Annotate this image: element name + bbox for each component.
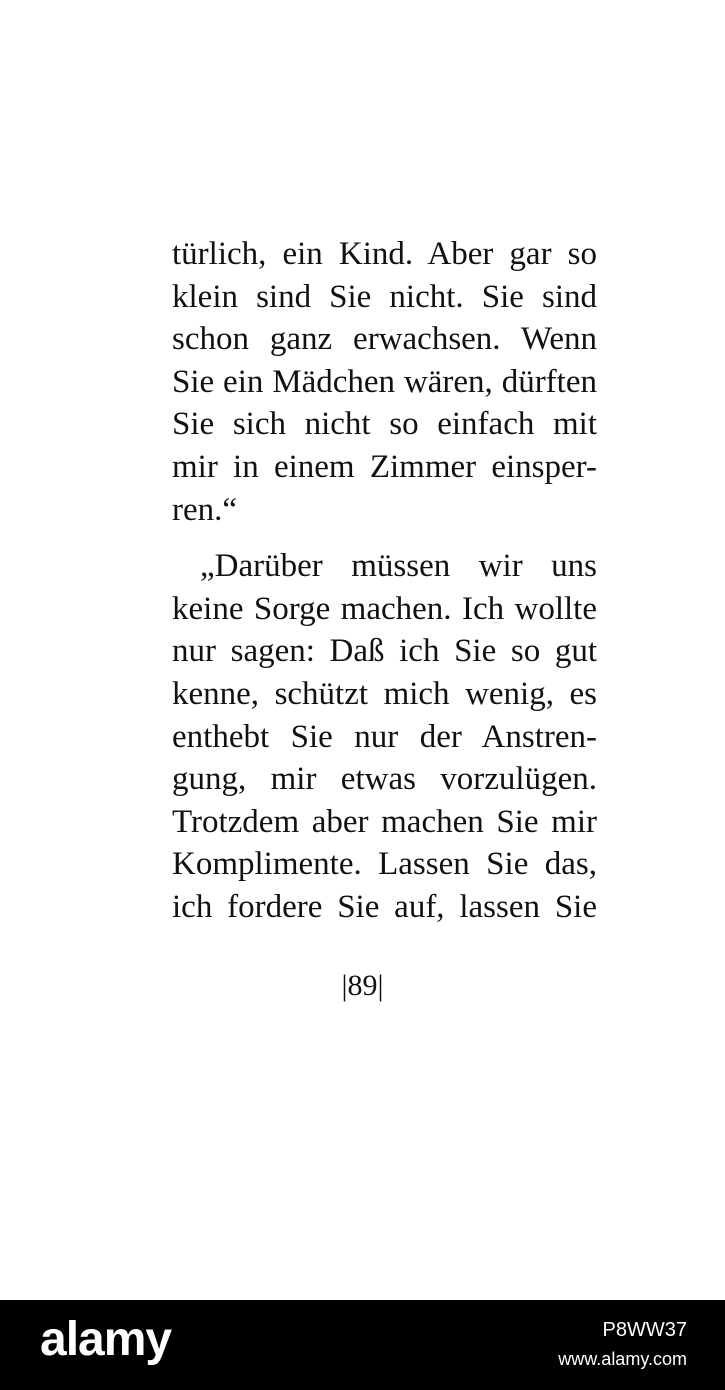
body-text [172,233,597,929]
paragraph-gap [172,531,597,545]
text-line: „Darüber müssen wir uns [200,548,597,585]
text-line: Sie sich nicht so einfach mit [172,406,597,443]
watermark-image-id: P8WW37 [602,1319,687,1341]
watermark-bar [0,1300,725,1390]
text-line: Sie ein Mädchen wären, dürften [172,363,597,400]
text-line: schon ganz erwachsen. Wenn [172,321,597,358]
text-line: kenne, schützt mich wenig, es [172,675,597,712]
text-line: ren.“ [172,491,238,528]
text-line: gung, mir etwas vorzulügen. [172,761,597,798]
text-line: Komplimente. Lassen Sie das, [172,846,597,883]
text-line: Trotzdem aber machen Sie mir [172,803,597,840]
text-line: ich fordere Sie auf, lassen Sie [172,888,597,925]
page-number: |89| [341,969,384,1002]
watermark-logo: alamy [40,1313,172,1366]
text-line: nur sagen: Daß ich Sie so gut [172,633,597,670]
text-line: klein sind Sie nicht. Sie sind [172,278,597,315]
text-line: enthebt Sie nur der Anstren- [172,718,597,755]
text-line: türlich, ein Kind. Aber gar so [172,236,597,272]
text-line: mir in einem Zimmer einsper- [172,448,597,485]
text-line: keine Sorge machen. Ich wollte [172,590,597,627]
watermark-url: www.alamy.com [558,1349,687,1369]
